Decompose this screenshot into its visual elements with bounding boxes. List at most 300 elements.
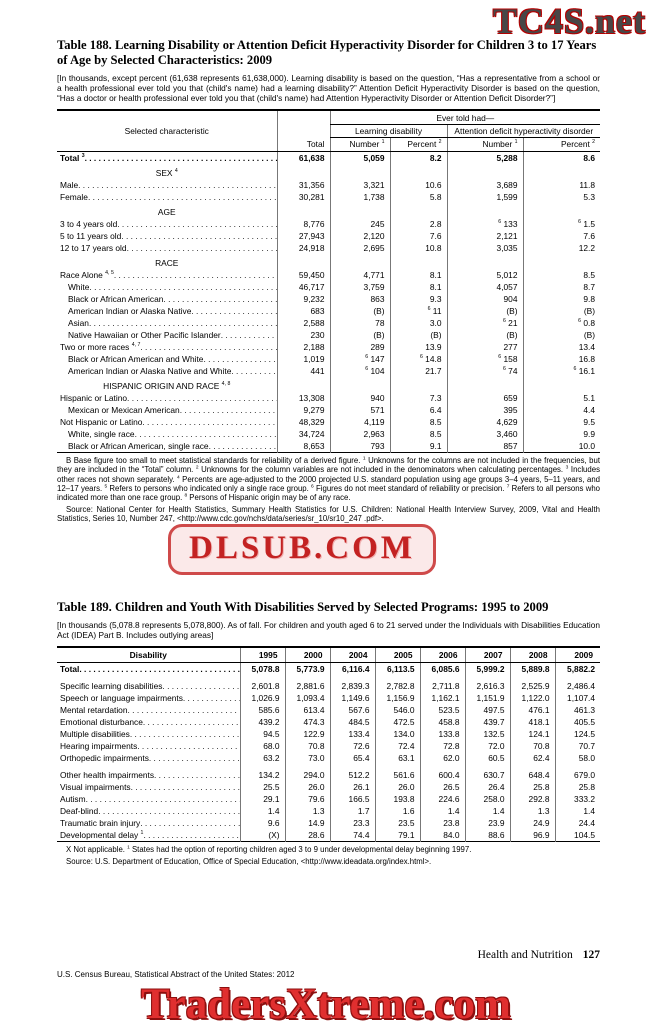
col-header-year: 2004 [330,647,375,663]
table-188-head [57,110,600,152]
cell: 9,232 [277,293,330,305]
row-label: White, single race [68,429,135,440]
table-189-head-row [57,647,600,663]
cell: 863 [330,293,390,305]
col-header-year: 2007 [465,647,510,663]
cell: $^6$ 14.8 [390,353,447,365]
row-label: Male [60,180,79,191]
cell: 1,156.9 [375,692,420,704]
row-label-cell [57,716,240,728]
cell: 4,629 [447,416,523,428]
cell: 58.0 [555,752,600,764]
row-label-cell [57,152,277,165]
cell: 133.4 [330,728,375,740]
cell: 9.9 [523,428,600,440]
cell: 9.8 [523,293,600,305]
cell: 5,059 [330,152,390,165]
cell: 1,151.9 [465,692,510,704]
table-row [57,740,600,752]
cell: 439.7 [465,716,510,728]
row-label-cell [57,404,277,416]
row-label-cell [57,305,277,317]
dot-leader [142,417,276,427]
cell: 679.0 [555,769,600,781]
table-row [57,329,600,341]
cell: 70.7 [555,740,600,752]
cell: 474.3 [285,716,330,728]
row-label-cell [57,281,277,293]
row-label-cell [57,341,277,353]
cell: 62.0 [420,752,465,764]
cell: 683 [277,305,330,317]
cell: 1,107.4 [555,692,600,704]
dot-leader [131,782,240,792]
row-label: Black or African American, single race [68,441,209,452]
cell: 2,963 [330,428,390,440]
table-row [57,829,600,842]
table-row [57,752,600,764]
cell: 46,717 [277,281,330,293]
cell: 79.6 [285,793,330,805]
table-189-footnotes: X Not applicable. $^1$ States had the option of reporting children aged 3 to 9 under developmental delay beginning 1997. [66,845,472,855]
cell [523,203,600,218]
row-label: Native Hawaiian or Other Pacific Islander [68,330,221,341]
cell: 13.4 [523,341,600,353]
cell: 458.8 [420,716,465,728]
table-row [57,663,600,676]
row-label: Asian [68,318,89,329]
dot-leader [117,219,276,229]
cell: 497.5 [465,704,510,716]
cell: 230 [277,329,330,341]
cell [277,164,330,179]
row-label: Hispanic or Latino [60,393,128,404]
table-188-head-row-1 [57,110,600,125]
cell: 9,279 [277,404,330,416]
cell: $^6$ 104 [330,365,390,377]
cell: 8,653 [277,440,330,453]
row-label-cell [57,817,240,829]
row-label-cell [57,829,240,842]
cell: 23.3 [330,817,375,829]
row-label: Specific learning disabilities [60,681,163,692]
row-label: 5 to 11 years old [60,231,122,242]
cell: (X) [240,829,285,842]
table-row [57,230,600,242]
cell: $^6$ 74 [447,365,523,377]
dot-leader [85,153,277,163]
cell: 4.4 [523,404,600,416]
cell: 333.2 [555,793,600,805]
table-row [57,281,600,293]
row-label-cell [57,218,277,230]
row-label-cell [57,329,277,341]
cell: 472.5 [375,716,420,728]
table-188-title: Table 188. Learning Disability or Attention Deficit Hyperactivity Disorder for Children 3 to 17 Years of Age by Selected Characteristics: 2009 [57,38,597,68]
table-row [57,716,600,728]
cell: 6,113.5 [375,663,420,676]
cell: 24.9 [510,817,555,829]
dot-leader [143,830,239,840]
cell: 3,460 [447,428,523,440]
cell: 25.5 [240,781,285,793]
cell: 8,776 [277,218,330,230]
cell: 405.5 [555,716,600,728]
col-header-year: 2008 [510,647,555,663]
row-label: Black or African American [68,294,164,305]
row-label-cell [57,680,240,692]
row-label-cell [57,692,240,704]
cell [390,164,447,179]
cell: 2.8 [390,218,447,230]
watermark-tc4s: TC4S.net [492,1,646,41]
cell: 5.3 [523,191,600,203]
cell: 546.0 [375,704,420,716]
table-row [57,769,600,781]
cell: 294.0 [285,769,330,781]
row-label-cell [57,769,240,781]
col-header-number: Number $^1$ [330,138,390,152]
dot-leader [221,330,277,340]
cell: 7.6 [523,230,600,242]
cell: 26.4 [465,781,510,793]
section-label: RACE [155,258,179,269]
cell: 439.2 [240,716,285,728]
cell [447,164,523,179]
cell: 2,782.8 [375,680,420,692]
row-label-cell [57,191,277,203]
cell: 600.4 [420,769,465,781]
table-row [57,805,600,817]
row-label: American Indian or Alaska Native [68,306,192,317]
cell: 59,450 [277,269,330,281]
cell: 5.1 [523,392,600,404]
col-header-disability: Disability [57,647,240,663]
cell: 16.8 [523,353,600,365]
cell: 648.4 [510,769,555,781]
cell: 13.9 [390,341,447,353]
cell: 28.6 [285,829,330,842]
table-188-body [57,152,600,453]
row-label: Emotional disturbance [60,717,143,728]
row-label-cell [57,663,240,676]
dot-leader [135,429,277,439]
cell: 10.0 [523,440,600,453]
dot-leader [98,806,239,816]
row-label-cell [57,416,277,428]
dot-leader [130,729,240,739]
cell: 124.5 [555,728,600,740]
cell: 2,839.3 [330,680,375,692]
cell [390,377,447,392]
cell: 1,162.1 [420,692,465,704]
table-row [57,179,600,191]
cell: 26.0 [375,781,420,793]
dot-leader [140,818,239,828]
row-label: Speech or language impairments [60,693,183,704]
row-label: 12 to 17 years old [60,243,127,254]
cell: $^6$ 11 [390,305,447,317]
cell: 65.4 [330,752,375,764]
cell: 1,093.4 [285,692,330,704]
cell: 63.2 [240,752,285,764]
row-label: Not Hispanic or Latino [60,417,143,428]
table-188-note: [In thousands, except percent (61,638 represents 61,638,000). Learning disability is based on the question, “Has a representative from a school or a health professional ever told you that (child's name) had a learning disability?” Attention Deficit Hyperactivity Disorder is based on the question, “Has a doctor or health professional ever told you that (child's name) had Attention Hyperactivity Disorder or Attention Deficit Disorder?”] [57,73,600,104]
row-label-cell [57,740,240,752]
cell: 659 [447,392,523,404]
cell: 2,120 [330,230,390,242]
cell: 2,525.9 [510,680,555,692]
cell: 26.1 [330,781,375,793]
cell: 1,122.0 [510,692,555,704]
col-header-percent: Percent $^2$ [523,138,600,152]
cell: 8.5 [390,428,447,440]
cell: 1.3 [285,805,330,817]
cell: 461.3 [555,704,600,716]
dot-leader [89,318,277,328]
cell: 13,308 [277,392,330,404]
row-label: Multiple disabilities [60,729,130,740]
cell: $^6$ 21 [447,317,523,329]
cell: 7.3 [390,392,447,404]
row-label: Total $^3$ [60,153,85,164]
cell: 476.1 [510,704,555,716]
cell: 2,711.8 [420,680,465,692]
table-188-section [57,38,600,523]
cell: 2,486.4 [555,680,600,692]
row-label: Hearing impairments [60,741,138,752]
dot-leader [163,294,276,304]
cell: 23.8 [420,817,465,829]
row-label: Autism [60,794,86,805]
cell: 70.8 [285,740,330,752]
cell: 94.5 [240,728,285,740]
table-row [57,365,600,377]
cell: 6.4 [390,404,447,416]
row-label-cell [57,392,277,404]
cell: 3,689 [447,179,523,191]
row-label-cell [57,293,277,305]
row-label-cell [57,704,240,716]
cell: 2,881.6 [285,680,330,692]
row-label: Orthopedic impairments [60,753,149,764]
col-header-year: 2005 [375,647,420,663]
cell: 72.0 [465,740,510,752]
cell: 2,695 [330,242,390,254]
cell: 31,356 [277,179,330,191]
cell [330,203,390,218]
cell: $^6$ 0.8 [523,317,600,329]
footer-page-number: 127 [582,949,600,961]
table-row [57,152,600,165]
row-label: Visual impairments [60,782,131,793]
cell: 9.6 [240,817,285,829]
cell: 5,882.2 [555,663,600,676]
table-row [57,293,600,305]
section-row [57,203,600,218]
cell: 793 [330,440,390,453]
row-label-cell [57,728,240,740]
dot-leader [79,664,239,674]
table-188-footnotes: B Base figure too small to meet statistical standards for reliability of a derived figure. $^1$ Unknowns for the columns are not included in the frequencies, but they are included in the “Total” column. $^2$ Unknowns for the column variables are not included in the denominators when calculating percentages. $^3$ Includes other races not shown separately. $^4$ Percents are age-adjusted to the 2000 projected U.S. standard population using age groups 3–4 years, 5–11 years, and 12–17 years. $^5$ Refers to persons who indicated only a single race group. $^6$ Figures do not meet standard of reliability or precision. $^7$ Refers to all persons who indicated more than one race group. $^8$ Persons of Hispanic origin may be of any race. [57,456,601,502]
table-189-body [57,663,600,842]
dot-leader [137,741,239,751]
row-label-cell [57,365,277,377]
row-label: American Indian or Alaska Native and White [68,366,232,377]
cell: $^6$ 158 [447,353,523,365]
row-label-cell [57,269,277,281]
cell [523,377,600,392]
cell: 9.1 [390,440,447,453]
col-header-year: 1995 [240,647,285,663]
page-footer-right [478,949,600,961]
cell: 88.6 [465,829,510,842]
dot-leader [128,705,240,715]
cell [277,254,330,269]
watermark-dlsub: DLSUB.COM [168,524,436,575]
cell: (B) [523,305,600,317]
table-row [57,680,600,692]
dot-leader [231,366,276,376]
cell: 258.0 [465,793,510,805]
cell: 571 [330,404,390,416]
cell: 630.7 [465,769,510,781]
cell: 74.4 [330,829,375,842]
cell: 21.7 [390,365,447,377]
cell: 78 [330,317,390,329]
cell: (B) [447,329,523,341]
cell: $^6$ 16.1 [523,365,600,377]
dot-leader [89,282,276,292]
cell: 8.1 [390,269,447,281]
cell: 3.0 [390,317,447,329]
cell: 34,724 [277,428,330,440]
cell: 104.5 [555,829,600,842]
cell: 3,035 [447,242,523,254]
cell: 9.5 [523,416,600,428]
cell: $^6$ 133 [447,218,523,230]
table-188 [57,109,600,453]
table-row [57,781,600,793]
cell: 5,288 [447,152,523,165]
cell: 1,149.6 [330,692,375,704]
table-189 [57,646,600,842]
cell: 4,119 [330,416,390,428]
table-row [57,416,600,428]
cell: 23.9 [465,817,510,829]
cell: 8.1 [390,281,447,293]
row-label-cell [57,793,240,805]
cell: $^6$ 1.5 [523,218,600,230]
watermark-tradersxtreme: TradersXtreme.com [141,981,511,1024]
dot-leader [121,231,276,241]
cell [330,254,390,269]
table-row [57,392,600,404]
section-label: SEX $^4$ [155,168,178,179]
cell: 73.0 [285,752,330,764]
section-row [57,254,600,269]
row-label-cell [57,179,277,191]
table-row [57,218,600,230]
table-row [57,692,600,704]
cell: 62.4 [510,752,555,764]
table-row [57,704,600,716]
cell: 512.2 [330,769,375,781]
cell: 23.5 [375,817,420,829]
col-header-learning-disability: Learning disability [330,125,447,138]
cell: 5,889.8 [510,663,555,676]
cell: 11.8 [523,179,600,191]
cell: 5,078.8 [240,663,285,676]
col-header-ever-told-had: Ever told had— [330,110,600,125]
dot-leader [203,354,276,364]
cell: 585.6 [240,704,285,716]
cell: 224.6 [420,793,465,805]
table-189-source: Source: U.S. Department of Education, Office of Special Education, <http://www.ideadata.org/index.html>. [66,857,432,867]
cell: 25.8 [555,781,600,793]
dot-leader [143,717,240,727]
dot-leader [209,441,277,451]
table-row [57,428,600,440]
cell: 1.4 [420,805,465,817]
cell: 24,918 [277,242,330,254]
row-label: Black or African American and White [68,354,204,365]
cell [390,254,447,269]
cell: 5.8 [390,191,447,203]
row-label: 3 to 4 years old [60,219,118,230]
cell: (B) [447,305,523,317]
cell: 1.4 [555,805,600,817]
cell: 193.8 [375,793,420,805]
cell: 561.6 [375,769,420,781]
cell: 79.1 [375,829,420,842]
col-header-total: Total [277,110,330,152]
cell: 3,321 [330,179,390,191]
cell: 1,019 [277,353,330,365]
cell: 25.8 [510,781,555,793]
cell: 1,026.9 [240,692,285,704]
section-label: HISPANIC ORIGIN AND RACE $^{4, 8}$ [103,381,231,392]
cell: 2,601.8 [240,680,285,692]
col-header-number: Number $^1$ [447,138,523,152]
cell: 289 [330,341,390,353]
cell: 1,599 [447,191,523,203]
cell: 84.0 [420,829,465,842]
cell: 96.9 [510,829,555,842]
cell: 2,588 [277,317,330,329]
table-189-head [57,647,600,663]
table-row [57,317,600,329]
cell: 277 [447,341,523,353]
cell: 10.6 [390,179,447,191]
row-label: Traumatic brain injury [60,818,141,829]
row-label-cell [57,428,277,440]
dot-leader [88,192,277,202]
cell [447,203,523,218]
table-188-source: Source: National Center for Health Statistics, Summary Health Statistics for U.S. Children: National Health Interview Survey, 2009, Vital and Health Statistics, Series 10, Number 247, <http://www.cdc.gov/nchs/data/series/sr_10/sr10_247 .pdf>. [57,504,600,523]
row-label-cell [57,781,240,793]
table-row [57,269,600,281]
cell: (B) [330,305,390,317]
cell: 5,012 [447,269,523,281]
cell: 613.4 [285,704,330,716]
cell: 5,773.9 [285,663,330,676]
table-row [57,404,600,416]
row-label: Mental retardation [60,705,128,716]
cell: 523.5 [420,704,465,716]
cell: 24.4 [555,817,600,829]
cell: 10.8 [390,242,447,254]
